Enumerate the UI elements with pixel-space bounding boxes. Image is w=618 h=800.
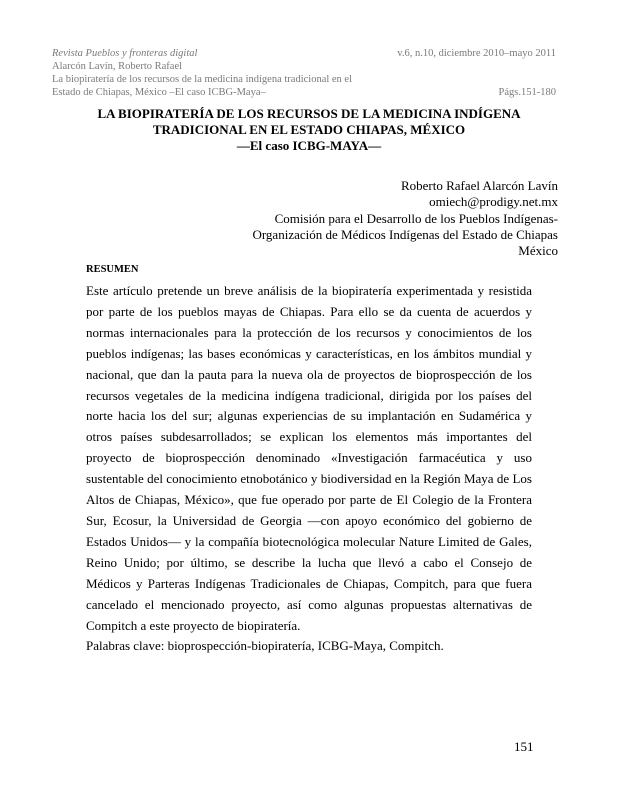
author-country: México [518, 243, 558, 259]
title-subtitle: —El caso ICBG-MAYA— [236, 138, 382, 153]
page-number: 151 [514, 739, 534, 754]
page-range: Págs.151-180 [498, 87, 556, 98]
author-email: omiech@prodigy.net.mx [429, 194, 558, 210]
title-line-1: LA BIOPIRATERÍA DE LOS RECURSOS DE LA MEDICINA INDÍGENA [97, 106, 521, 121]
issue-info: v.6, n.10, diciembre 2010–mayo 2011 [397, 48, 556, 59]
abstract-text: Este artículo pretende un breve análisis de la biopiratería experimentada y resistida por parte de los pueblos mayas de Chiapas. Para ello se da cuenta de acuerdos y normas internacionales para la protección de los recursos y conocimientos de los pueblos indígenas; las bases económicas y características, en los ámbitos mundial y nacional, que dan la pauta para la nueva ola de proyectos de bioprospección de los recursos vegetales de la medicina indígena tradicional, dirigida por los países del norte hacia los del sur; algunas experiencias de su implantación en Sudamérica y otros países subdesarrollados; se explican los elementos más importantes del proyecto de bioprospección denominado «Investigación farmacéutica y uso sustentable del conocimiento etnobotánico y biodiversidad en la Región Maya de Los Altos de Chiapas, México», que fue operado por parte de El Colegio de la Frontera Sur, Ecosur, la Universidad de Georgia —con apoyo económico del gobierno de Estados Unidos— y la compañía biotecnológica molecular Nature Limited de Gales, Reino Unido; por último, se describe la lucha que llevó a cabo el Consejo de Médicos y Parteras Indígenas Tradicionales de Chiapas, Compitch, para que fuera cancelado el mencionado proyecto, así como algunas propuestas alternativas de Compitch a este proyecto de biopiratería. [86, 283, 532, 633]
journal-name: Revista Pueblos y fronteras digital [52, 48, 198, 59]
article-title [60, 106, 558, 154]
header-title-line2: Estado de Chiapas, México –El caso ICBG-Maya– [52, 87, 266, 98]
author-affiliation-2: Organización de Médicos Indígenas del Estado de Chiapas [252, 226, 558, 242]
abstract-heading: RESUMEN [86, 264, 139, 275]
title-line-2: TRADICIONAL EN EL ESTADO CHIAPAS, MÉXICO [152, 122, 466, 137]
keywords: Palabras clave: bioprospección-biopiratería, ICBG-Maya, Compitch. [86, 638, 444, 653]
header-author: Alarcón Lavín, Roberto Rafael [52, 61, 183, 72]
author-block [252, 178, 558, 259]
author-affiliation-1: Comisión para el Desarrollo de los Pueblos Indígenas- [274, 210, 558, 226]
header-title-line1: La biopiratería de los recursos de la medicina indígena tradicional en el [52, 74, 353, 85]
running-header [52, 47, 556, 99]
author-name: Roberto Rafael Alarcón Lavín [400, 178, 558, 193]
